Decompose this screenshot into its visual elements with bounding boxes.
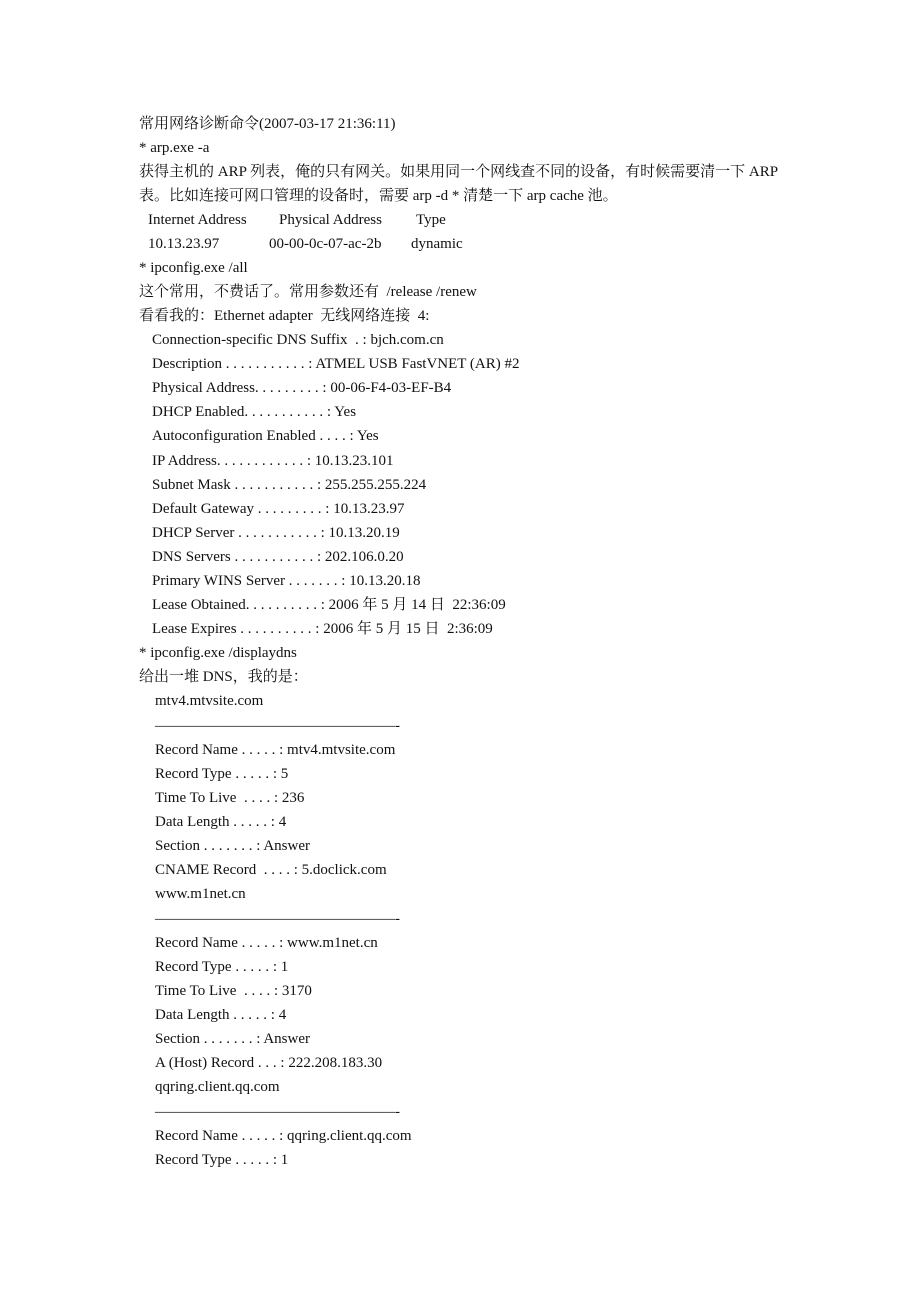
dns-entry-host: www.m1net.cn bbox=[155, 886, 246, 902]
arp-cell-type: dynamic bbox=[411, 236, 463, 252]
ipconfig-field: Autoconfiguration Enabled . . . . : Yes bbox=[152, 428, 379, 444]
ipconfig-field: Default Gateway . . . . . . . . . : 10.13.23.97 bbox=[152, 501, 405, 517]
ipconfig-all-intro: 看看我的：Ethernet adapter 无线网络连接 4: bbox=[139, 308, 430, 324]
dns-record-line: A (Host) Record . . . : 222.208.183.30 bbox=[155, 1055, 383, 1071]
ipconfig-field: Lease Obtained. . . . . . . . . . : 2006 年 5 月 14 日 22:36:09 bbox=[152, 597, 506, 613]
ipconfig-field: IP Address. . . . . . . . . . . . : 10.13.23.101 bbox=[152, 453, 394, 469]
ipconfig-field: Description . . . . . . . . . . . : ATMEL USB FastVNET (AR) #2 bbox=[152, 356, 520, 372]
dns-record-line: Section . . . . . . . : Answer bbox=[155, 1031, 310, 1047]
ipconfig-all-note: 这个常用，不费话了。常用参数还有 /release /renew bbox=[139, 284, 477, 300]
arp-description: 获得主机的 ARP 列表，俺的只有网关。如果用同一个网线查不同的设备，有时候需要清一下 ARP 表。比如连接可网口管理的设备时，需要 arp -d * 清楚一下 arp cache 池。 bbox=[139, 164, 778, 204]
arp-header-internet-address: Internet Address bbox=[148, 212, 247, 228]
arp-cell-mac: 00-00-0c-07-ac-2b bbox=[269, 236, 382, 252]
ipconfig-all-command: * ipconfig.exe /all bbox=[139, 260, 248, 276]
displaydns-command: * ipconfig.exe /displaydns bbox=[139, 645, 297, 661]
dns-record-line: Record Type . . . . . : 5 bbox=[155, 766, 289, 782]
dns-separator: ————————————————- bbox=[155, 1104, 400, 1120]
dns-record-line: Record Name . . . . . : qqring.client.qq.com bbox=[155, 1128, 412, 1144]
dns-record-line: Section . . . . . . . : Answer bbox=[155, 838, 310, 854]
arp-header-physical-address: Physical Address bbox=[279, 212, 382, 228]
dns-entry-host: mtv4.mtvsite.com bbox=[155, 693, 264, 709]
ipconfig-field: Connection-specific DNS Suffix . : bjch.com.cn bbox=[152, 332, 444, 348]
ipconfig-field: Lease Expires . . . . . . . . . . : 2006 年 5 月 15 日 2:36:09 bbox=[152, 621, 493, 637]
displaydns-intro: 给出一堆 DNS，我的是： bbox=[139, 669, 308, 685]
dns-record-line: Time To Live . . . . : 3170 bbox=[155, 983, 312, 999]
ipconfig-field: DHCP Enabled. . . . . . . . . . . : Yes bbox=[152, 404, 357, 420]
ipconfig-field: Physical Address. . . . . . . . . : 00-06-F4-03-EF-B4 bbox=[152, 380, 452, 396]
dns-record-line: Data Length . . . . . : 4 bbox=[155, 814, 287, 830]
dns-entry-host: qqring.client.qq.com bbox=[155, 1079, 280, 1095]
ipconfig-field: Subnet Mask . . . . . . . . . . . : 255.255.255.224 bbox=[152, 477, 427, 493]
dns-record-line: Time To Live . . . . : 236 bbox=[155, 790, 305, 806]
dns-record-line: CNAME Record . . . . : 5.doclick.com bbox=[155, 862, 387, 878]
dns-separator: ————————————————- bbox=[155, 911, 400, 927]
dns-record-line: Record Name . . . . . : mtv4.mtvsite.com bbox=[155, 742, 396, 758]
page-title: 常用网络诊断命令(2007-03-17 21:36:11) bbox=[139, 116, 396, 132]
arp-command: * arp.exe -a bbox=[139, 140, 210, 156]
ipconfig-field: DNS Servers . . . . . . . . . . . : 202.106.0.20 bbox=[152, 549, 404, 565]
dns-record-line: Record Name . . . . . : www.m1net.cn bbox=[155, 935, 378, 951]
dns-separator: ————————————————- bbox=[155, 718, 400, 734]
arp-cell-ip: 10.13.23.97 bbox=[148, 236, 220, 252]
ipconfig-field: Primary WINS Server . . . . . . . : 10.13.20.18 bbox=[152, 573, 421, 589]
dns-record-line: Record Type . . . . . : 1 bbox=[155, 1152, 289, 1168]
dns-record-line: Data Length . . . . . : 4 bbox=[155, 1007, 287, 1023]
dns-record-line: Record Type . . . . . : 1 bbox=[155, 959, 289, 975]
arp-header-type: Type bbox=[416, 212, 446, 228]
ipconfig-field: DHCP Server . . . . . . . . . . . : 10.13.20.19 bbox=[152, 525, 400, 541]
